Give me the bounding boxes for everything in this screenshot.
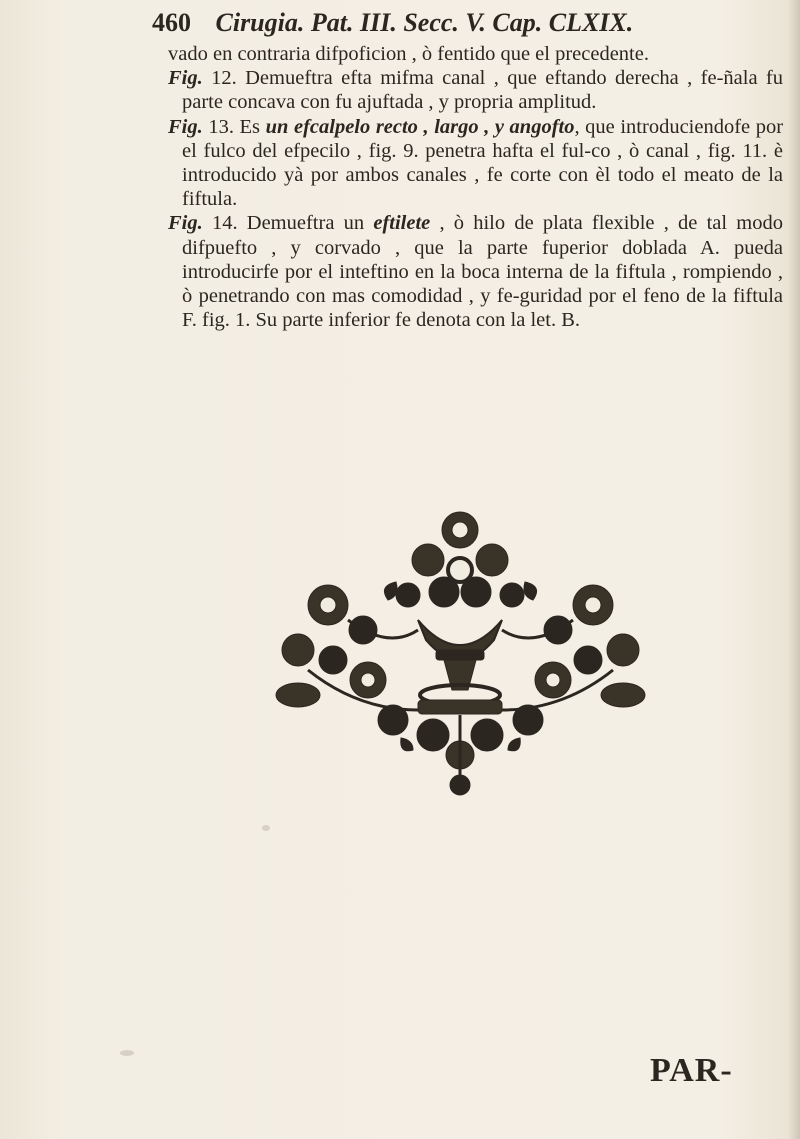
flower-basket-ornament-icon: [268, 500, 653, 800]
fig14-label: Fig.: [168, 212, 203, 235]
running-header: [152, 8, 772, 44]
catchword: PAR-: [650, 1052, 733, 1089]
paragraph-fig14: [168, 211, 783, 332]
page-number: 460: [152, 8, 191, 37]
fig13-text: , que introduciendofe por el fulco del efpecilo , fig. 9. penetra hafta el ful-co , ò canal , fig. 11. è introducido yà por ambos canales , fe corte con èl todo el meato de la fiftula.: [182, 115, 784, 211]
fig12-label: Fig.: [168, 67, 203, 90]
ink-smudge: [262, 825, 270, 831]
fig13-pre: 13. Es: [208, 115, 261, 138]
fig13-label: Fig.: [168, 115, 203, 138]
ink-smudge: [120, 1050, 134, 1056]
paragraph-fig13: [168, 115, 783, 212]
fig14-text: , ò hilo de plata flexible , de tal modo difpuefto , y corvado , que la parte fuperior doblada A. pueda introducirfe por el inteftino en la boca interna de la fiftula , rompiendo , ò penetrando con mas comodidad , y fe-guridad por el feno de la fiftula F. fig. 1. Su parte inferior fe denota con la let. B.: [182, 212, 783, 332]
page-edge-shadow: [788, 0, 800, 1139]
fig13-emphasis: un efcalpelo recto , largo , y angofto: [265, 115, 575, 138]
paragraph-intro: [168, 42, 783, 66]
fig14-emphasis: eftilete: [373, 212, 431, 235]
body-text: [168, 42, 783, 332]
fig12-text: 12. Demueftra efta mifma canal , que eftando derecha , fe-ñala fu parte concava con fu ajuftada , y propria amplitud.: [182, 67, 783, 114]
paragraph-fig12: [168, 66, 783, 114]
intro-text: vado en contraria difpoficion , ò fentido que el precedente.: [168, 43, 649, 65]
fig14-pre: 14. Demueftra un: [211, 212, 365, 235]
running-title: Cirugia. Pat. III. Secc. V. Cap. CLXIX.: [215, 8, 634, 37]
